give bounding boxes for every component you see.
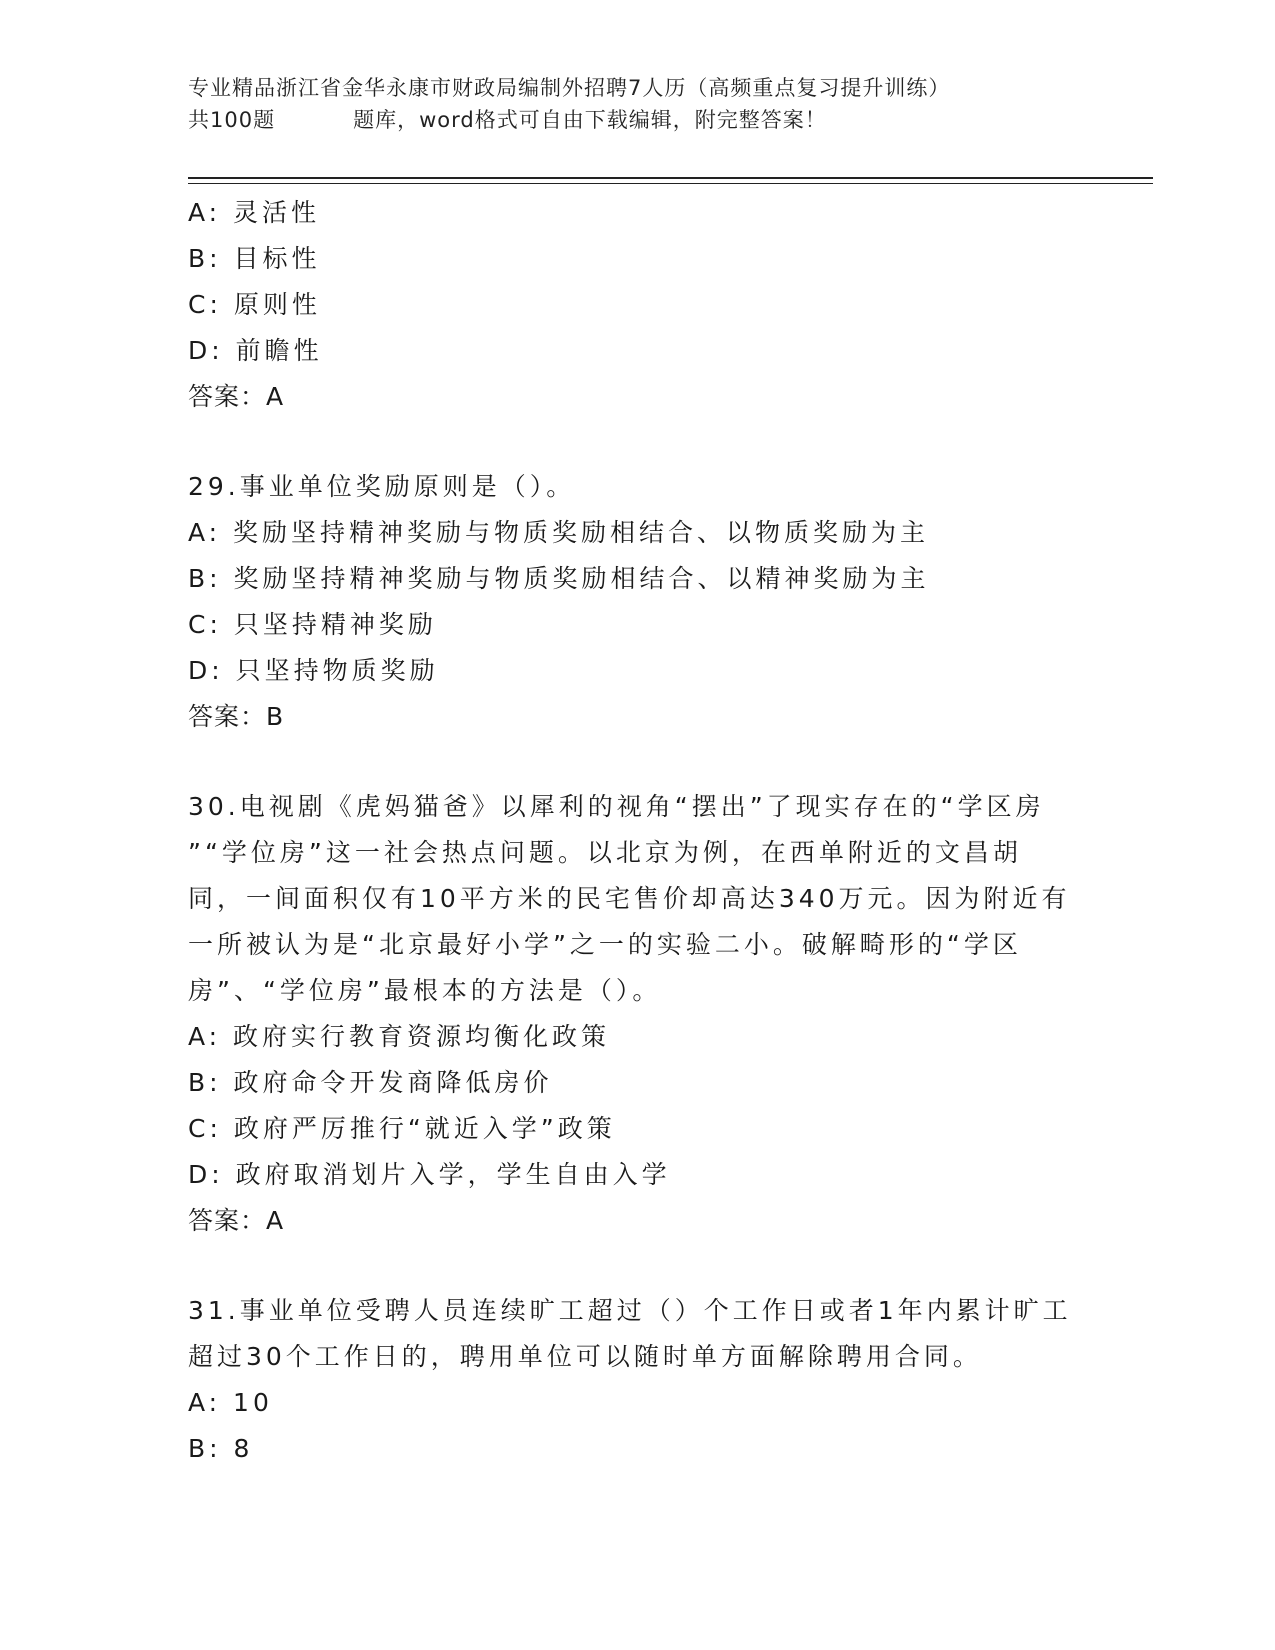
option-b: B: 8 <box>188 1434 254 1463</box>
header-subtitle <box>188 104 1088 136</box>
header-count: 共100题 <box>188 108 276 132</box>
question-text-line: 房”、“学位房”最根本的方法是（）。 <box>188 976 662 1005</box>
option-a: A: 灵活性 <box>188 198 321 227</box>
question-text-line: ”“学位房”这一社会热点问题。以北京为例，在西单附近的文昌胡 <box>188 838 1022 867</box>
document-header <box>188 72 1088 136</box>
question-text: 29.事业单位奖励原则是（）。 <box>188 472 576 501</box>
option-c: C: 政府严厉推行“就近入学”政策 <box>188 1114 616 1143</box>
question-text-line: 同，一间面积仅有10平方米的民宅售价却高达340万元。因为附近有 <box>188 884 1071 913</box>
question-30 <box>188 784 1088 1244</box>
option-b: B: 目标性 <box>188 244 321 273</box>
header-note: 题库，word格式可自由下载编辑，附完整答案！ <box>353 108 827 132</box>
option-c: C: 只坚持精神奖励 <box>188 610 437 639</box>
header-rule-thick <box>188 177 1153 179</box>
option-b: B: 政府命令开发商降低房价 <box>188 1068 553 1097</box>
question-text-line: 31.事业单位受聘人员连续旷工超过（）个工作日或者1年内累计旷工 <box>188 1296 1072 1325</box>
question-text-line: 一所被认为是“北京最好小学”之一的实验二小。破解畸形的“学区 <box>188 930 1022 959</box>
option-c: C: 原则性 <box>188 290 321 319</box>
answer: 答案：B <box>188 702 285 731</box>
header-rule-thin <box>188 183 1153 184</box>
answer: 答案：A <box>188 382 285 411</box>
question-text-line: 超过30个工作日的，聘用单位可以随时单方面解除聘用合同。 <box>188 1342 982 1371</box>
question-31 <box>188 1288 1088 1472</box>
question-list <box>188 190 1088 1472</box>
question-text-line: 30.电视剧《虎妈猫爸》以犀利的视角“摆出”了现实存在的“学区房 <box>188 792 1045 821</box>
answer: 答案：A <box>188 1206 285 1235</box>
option-a: A: 政府实行教育资源均衡化政策 <box>188 1022 611 1051</box>
option-d: D: 前瞻性 <box>188 336 323 365</box>
option-a: A: 奖励坚持精神奖励与物质奖励相结合、以物质奖励为主 <box>188 518 930 547</box>
option-d: D: 只坚持物质奖励 <box>188 656 439 685</box>
option-b: B: 奖励坚持精神奖励与物质奖励相结合、以精神奖励为主 <box>188 564 930 593</box>
option-a: A: 10 <box>188 1388 273 1417</box>
question-29 <box>188 464 1088 740</box>
question-28 <box>188 190 1088 420</box>
option-d: D: 政府取消划片入学，学生自由入学 <box>188 1160 671 1189</box>
header-title: 专业精品浙江省金华永康市财政局编制外招聘7人历（高频重点复习提升训练） <box>188 76 951 100</box>
